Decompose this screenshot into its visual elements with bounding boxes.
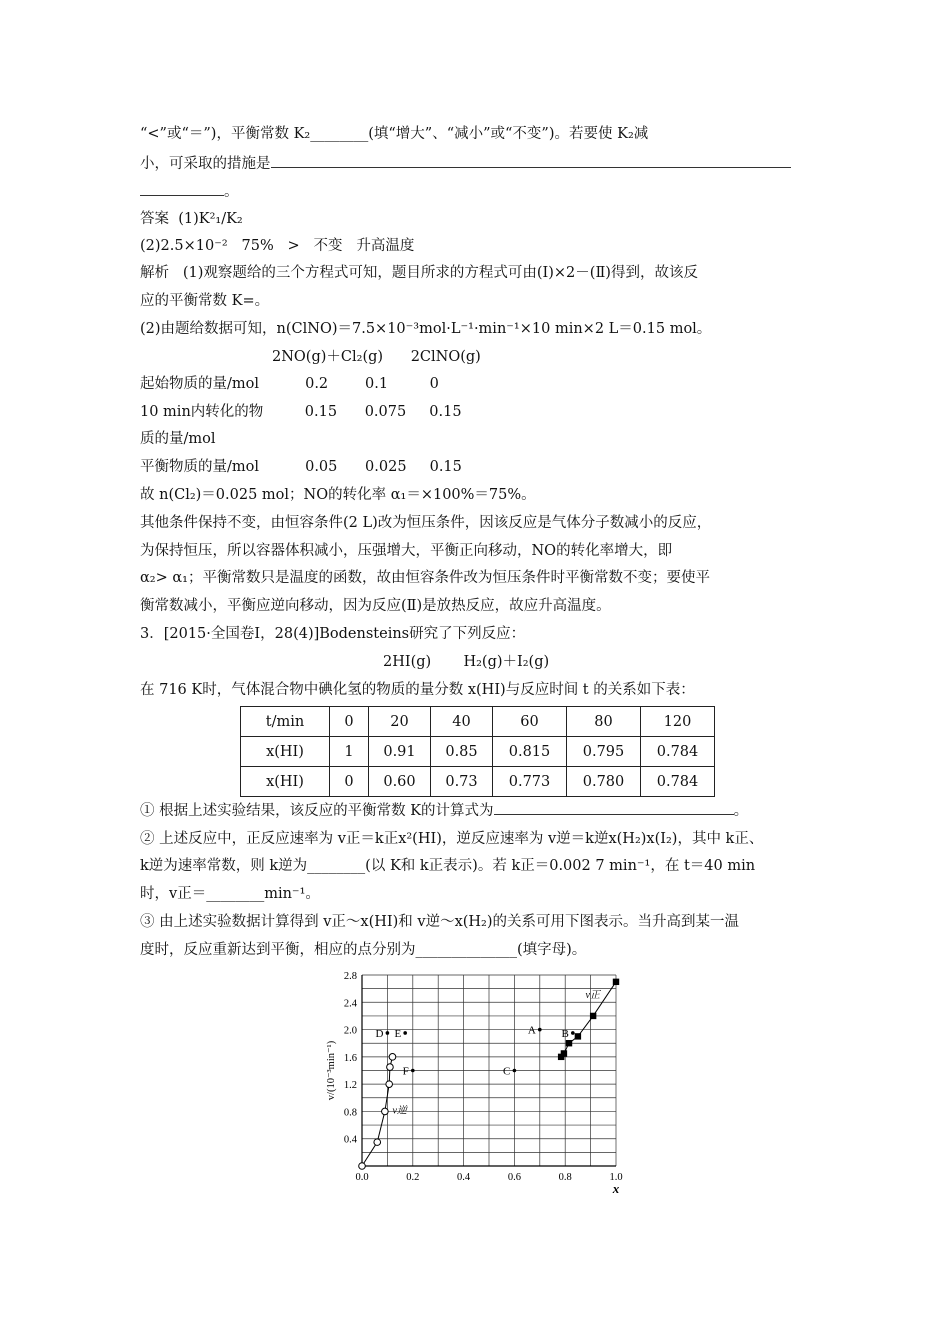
para-4: 衡常数减小，平衡应逆向移动，因为反应(Ⅱ)是放热反应，故应升高温度。: [140, 598, 611, 614]
point-label: F: [402, 1065, 409, 1078]
x-tick-label: 0.0: [355, 1172, 369, 1183]
equation-1: 2NO(g)＋Cl₂(g) 2ClNO(g): [272, 349, 481, 365]
y-tick-label: 1.2: [343, 1080, 357, 1092]
table-cell: 0.815: [493, 737, 567, 767]
table-cell: 0.780: [567, 767, 641, 797]
table-row: [241, 707, 715, 737]
data-point-circle: [386, 1081, 393, 1088]
question-3: 3．[2015·全国卷Ⅰ，28(4)]Bodensteins研究了下列反应：: [140, 626, 526, 642]
data-point-circle: [374, 1139, 381, 1146]
answer-label: 答案: [140, 211, 169, 227]
table-cell: 0.784: [641, 767, 715, 797]
table-cell: 20: [369, 707, 431, 737]
x-tick-label: 0.6: [507, 1172, 521, 1183]
x-tick-label: 0.8: [558, 1172, 572, 1183]
point-label: D: [375, 1027, 384, 1040]
analysis-3: (2)由题给数据可知，n(ClNO)＝7.5×10⁻³mol·L⁻¹·min⁻¹×10 min×2 L＝0.15 mol。: [140, 321, 712, 337]
sub-question-1-text: ① 根据上述实验结果，该反应的平衡常数 K的计算式为: [140, 803, 494, 819]
curve-label-reverse: v逆: [392, 1105, 407, 1117]
data-point-square: [566, 1040, 572, 1046]
row-converted: 10 min内转化的物 0.15 0.075 0.15: [140, 404, 462, 420]
point-label: C: [503, 1065, 511, 1078]
labeled-point-dot: [386, 1031, 390, 1035]
row-converted-2: 质的量/mol: [140, 431, 216, 447]
sub-question-2a: ② 上述反应中，正反应速率为 v正＝k正x²(HI)，逆反应速率为 v逆＝k逆x(H₂)x(I₂)，其中 k正、: [140, 831, 764, 847]
table-cell: 60: [493, 707, 567, 737]
data-point-circle: [382, 1108, 389, 1115]
labeled-point-dot: [411, 1069, 415, 1073]
table-cell: 1: [330, 737, 369, 767]
answer-blank[interactable]: [271, 153, 791, 168]
data-point-square: [561, 1050, 567, 1056]
table-cell: 80: [567, 707, 641, 737]
data-point-circle: [389, 1054, 396, 1061]
line-2-text: 小，可采取的措施是: [140, 156, 271, 172]
table-cell: 0: [330, 707, 369, 737]
table-cell: 0.784: [641, 737, 715, 767]
table-cell: 0.795: [567, 737, 641, 767]
data-point-circle: [359, 1163, 366, 1170]
x-tick-label: 1.0: [609, 1172, 623, 1183]
y-tick-label: 2.0: [343, 1025, 357, 1037]
table-cell: t/min: [241, 707, 330, 737]
y-tick-label: 2.4: [343, 998, 357, 1010]
y-tick-label: 2.8: [343, 971, 357, 982]
x-tick-label: 0.2: [406, 1172, 420, 1183]
equation-2: 2HI(g) H₂(g)＋I₂(g): [383, 654, 550, 670]
sub-question-3a: ③ 由上述实验数据计算得到 v正～x(HI)和 v逆～x(H₂)的关系可用下图表示。当升高到某一温: [140, 914, 740, 930]
labeled-point-dot: [538, 1028, 542, 1032]
table-cell: 120: [641, 707, 715, 737]
labeled-point-dot: [513, 1069, 517, 1073]
data-table: [240, 706, 715, 797]
line-1: “<”或“＝”)，平衡常数 K₂________(填“增大”、“减小”或“不变”)。若要使 K₂减: [140, 126, 649, 142]
para-1: 其他条件保持不变，由恒容条件(2 L)改为恒压条件，因该反应是气体分子数减小的反应，: [140, 515, 712, 531]
table-cell: 0.85: [431, 737, 493, 767]
question-3-intro: 在 716 K时，气体混合物中碘化氢的物质的量分数 x(HI)与反应时间 t 的关系如下表：: [140, 682, 695, 698]
curve-label-forward: v正: [585, 990, 600, 1002]
table-cell: 0: [330, 767, 369, 797]
table-row: [241, 737, 715, 767]
point-label: E: [394, 1027, 402, 1040]
answer-2: (2)2.5×10⁻² 75% > 不变 升高温度: [140, 238, 415, 254]
sub-question-3b: 度时，反应重新达到平衡，相应的点分别为______________(填字母)。: [140, 942, 587, 958]
table-cell: x(HI): [241, 737, 330, 767]
table-cell: 0.91: [369, 737, 431, 767]
x-tick-label: 0.4: [457, 1172, 471, 1183]
sub-question-2c: 时，v正＝________min⁻¹。: [140, 886, 320, 902]
labeled-point-dot: [571, 1031, 575, 1035]
result-line: 故 n(Cl₂)＝0.025 mol；NO的转化率 α₁＝×100%＝75%。: [140, 487, 536, 503]
answer-line: [140, 209, 243, 229]
line-3: [140, 181, 239, 202]
analysis-2: 应的平衡常数 K=。: [140, 293, 270, 309]
table-cell: 0.73: [431, 767, 493, 797]
answer-blank-cont[interactable]: [140, 181, 224, 196]
sub-question-1-end: 。: [733, 803, 749, 819]
row-equilibrium: 平衡物质的量/mol 0.05 0.025 0.15: [140, 459, 462, 475]
line-2: [140, 153, 791, 174]
table-cell: 0.773: [493, 767, 567, 797]
table-cell: 0.60: [369, 767, 431, 797]
y-axis-label: v/(10⁻³min⁻¹): [326, 1040, 337, 1101]
para-3: α₂> α₁；平衡常数只是温度的函数，故由恒容条件改为恒压条件时平衡常数不变；要使平: [140, 570, 710, 586]
data-point-square: [575, 1033, 581, 1039]
table-cell: x(HI): [241, 767, 330, 797]
point-label: A: [527, 1024, 536, 1037]
analysis-1: 解析 (1)观察题给的三个方程式可知，题目所求的方程式可由(Ⅰ)×2－(Ⅱ)得到，故该反: [140, 265, 698, 281]
sub-question-1: [140, 800, 748, 821]
table-row: [241, 767, 715, 797]
y-tick-label: 0.8: [343, 1107, 357, 1119]
labeled-point-dot: [403, 1031, 407, 1035]
answer-1: (1)K²₁/K₂: [178, 211, 243, 227]
y-tick-label: 0.4: [343, 1134, 357, 1146]
data-point-square: [590, 1013, 596, 1019]
y-tick-label: 1.6: [343, 1052, 357, 1064]
row-start: 起始物质的量/mol 0.2 0.1 0: [140, 376, 439, 392]
para-2: 为保持恒压，所以容器体积减小，压强增大，平衡正向移动，NO的转化率增大，即: [140, 543, 673, 559]
data-point-square: [613, 979, 619, 985]
data-point-circle: [387, 1064, 394, 1071]
point-label: B: [561, 1027, 569, 1040]
x-axis-label: x: [612, 1181, 620, 1195]
sub-question-2b: k逆为速率常数，则 k逆为________(以 K和 k正表示)。若 k正＝0.002 7 min⁻¹，在 t＝40 min: [140, 858, 756, 874]
answer-blank[interactable]: [494, 800, 734, 815]
table-cell: 40: [431, 707, 493, 737]
rate-chart: [318, 965, 638, 1195]
line-3-end: 。: [224, 184, 239, 200]
